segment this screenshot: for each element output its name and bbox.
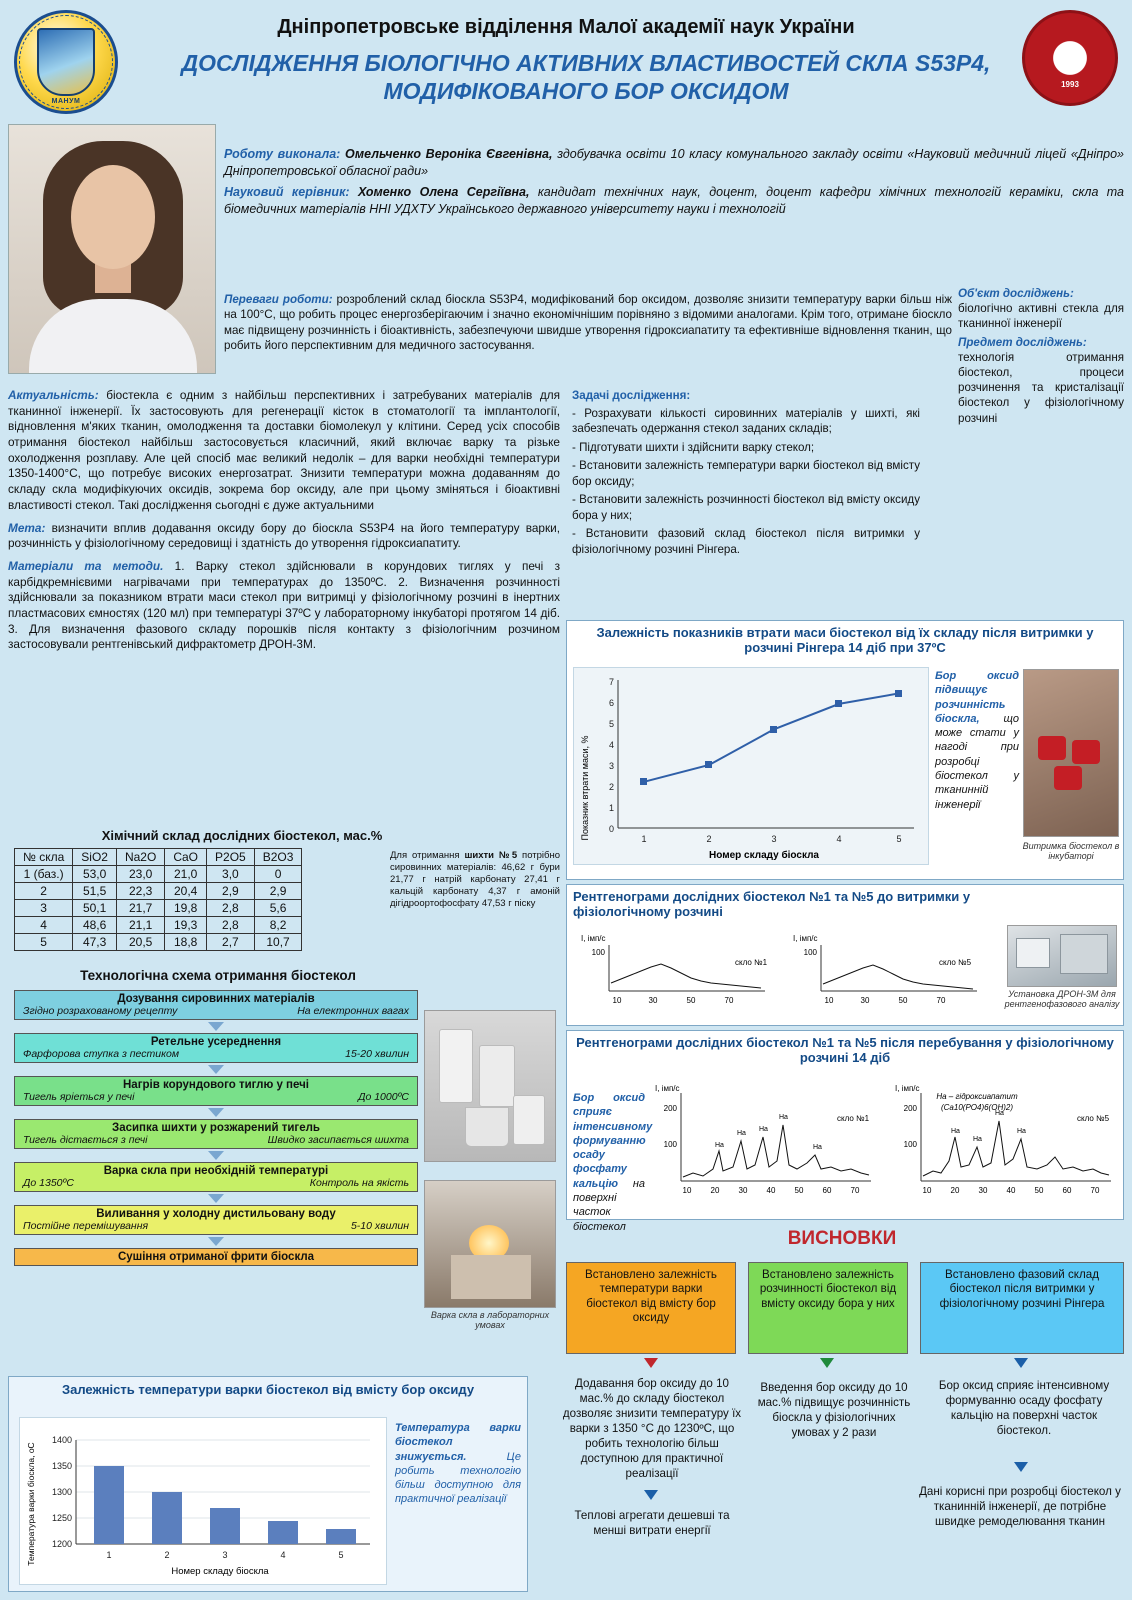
arrow-down-icon [208,1022,224,1031]
svg-text:На: На [737,1130,746,1137]
svg-text:30: 30 [860,996,870,1005]
svg-text:(Ca10(PO4)6(OH)2): (Ca10(PO4)6(OH)2) [940,1103,1014,1112]
note-bold: Температура варки біостекол знижується. [395,1422,521,1463]
svg-text:5: 5 [896,834,902,844]
step-title: Виливання у холодну дистильовану воду [96,1208,336,1220]
methods-label: Матеріали та методи. [8,558,164,573]
svg-text:скло №5: скло №5 [1077,1114,1110,1123]
table-row [15,866,302,883]
svg-text:Номер складу біоскла: Номер складу біоскла [171,1566,269,1577]
cell: 19,8 [165,900,207,917]
scheme-step-1 [14,990,418,1020]
cell: 5,6 [254,900,302,917]
methods-text: 1. Варку стекол здійснювали в корундових тиглях у печі з карбідкремнієвими нагрівачами при температурах до 1350ºС. 2. Визначення розчинності здійснювали за показником втрати маси стекол при витримці у фізіологічному розчині в інертних пластмасових ємностях (120 мл) при температурі 37ºС у лабораторному інкубаторі протягом 14 діб. 3. Для визначення фазового складу порошків після контакту з фізіологічним розчином застосовували рентгенівський дифрактометр ДРОН-3М. [8,558,560,652]
organization-title: Дніпропетровське відділення Малої академії наук України [277,16,855,38]
batch-note [390,850,560,909]
advantages-text: розроблений склад біоскла S53P4, модифікований бор оксидом, дозволяє знизити температуру варки більш ніж на 100°С, що робить процес енергозберігаючим і значно економічнішим порівняно з відомими аналогами. Крім того, отримане біоскло має підвищену розчинність і біоактивність, забезпечуючи швидше утворення гідроксиапатиту та ефективніше відновлення тканин, що робить його перспективним для медичного застосування. [224,293,953,352]
svg-text:I, імп/с: I, імп/с [655,1084,680,1093]
subject-text: технологія отримання біостекол, процеси розчинення та кристалізації біостекол у фізіологічному розчині [958,351,1124,425]
svg-text:скло №1: скло №1 [837,1114,870,1123]
svg-text:100: 100 [663,1140,677,1149]
cell: 2,8 [207,917,255,934]
man-logo-caption: МАНУМ [51,98,81,105]
scheme-step-2 [14,1033,418,1063]
cell: 21,1 [116,917,164,934]
svg-text:30: 30 [738,1186,748,1195]
performer-name: Омельченко Вероніка Євгенівна, [345,147,553,161]
arrow-down-icon [208,1065,224,1074]
authors-block [224,146,1124,218]
advantages-label: Переваги роботи: [224,293,333,306]
svg-text:На: На [759,1126,768,1133]
scheme-step-6 [14,1205,418,1235]
svg-text:3: 3 [771,834,777,844]
arrow-down-icon [820,1358,834,1368]
cell: 51,5 [73,883,117,900]
step-title: Сушіння отриманої фрити біоскла [117,1251,315,1263]
step-title: Ретельне усереднення [150,1036,282,1048]
conclusion-box-1: Встановлено залежність температури варки біостекол від вмісту бор оксиду [566,1262,736,1354]
man-logo-icon [14,10,118,114]
svg-text:На: На [779,1114,788,1121]
supervisor-name: Хоменко Олена Сергіївна, [357,184,530,199]
object-label: Об'єкт досліджень: [958,287,1074,300]
xrd-before-panel [566,884,1124,1026]
subject-label: Предмет досліджень: [958,336,1087,350]
melting-photo [424,1180,556,1308]
table-header-row [15,849,302,866]
author-photo [8,124,216,374]
step-right: До 1000ºС [358,1091,409,1103]
conclusion-text-2: Введення бор оксиду до 10 мас.% підвищує розчинність біоскла у фізіологічних умовах у 2 рази [757,1381,911,1440]
svg-text:60: 60 [1062,1186,1072,1195]
svg-text:5: 5 [338,1550,344,1560]
arrow-down-icon [1014,1358,1028,1368]
mass-loss-note [935,669,1019,812]
cell: 19,3 [165,917,207,934]
svg-text:20: 20 [950,1186,960,1195]
xrd-before-charts [575,931,995,1011]
relevance-label: Актуальність: [8,388,99,402]
mass-loss-title: Залежність показників втрати маси біостекол від їх складу після витримки у розчині Рінгера 14 діб при 37ºС [596,625,1094,655]
dron-photo [1007,925,1117,987]
conclusion-bottom-text-1: Теплові агрегати дешевші та менші витрати енергії [574,1509,730,1538]
relevance-paragraph [8,388,560,514]
cell: 10,7 [254,934,302,951]
scheme-step-5 [14,1162,418,1192]
cell: 22,3 [116,883,164,900]
step-right: 5-10 хвилин [350,1220,409,1232]
xrd-after-note [573,1091,653,1234]
conclusion-box-3: Встановлено фазовий склад біостекол після витримки у фізіологічному розчині Рінгера [920,1262,1124,1354]
step-left: До 1350ºС [23,1177,74,1189]
step-left: Тигель дістається з печі [23,1134,148,1146]
svg-text:На: На [951,1128,960,1135]
temperature-title: Залежність температури варки біостекол від вмісту бор оксиду [61,1382,475,1397]
svg-text:200: 200 [903,1104,917,1113]
conclusion-bottom-text-2: Дані корисні при розробці біостекол у тканинній інженерії, де потрібне швидке ремоделювання тканин [919,1485,1121,1529]
svg-text:2: 2 [706,834,712,844]
svg-text:60: 60 [822,1186,832,1195]
relevance-text: біостекла є одним з найбільш перспективних і затребуваних матеріалів для тканинної інженерії. Їх застосовують для регенерації кісток в стоматології та імплантології, відновлення м'яких тканин, омолодження та доставки біомолекул у клітини. Серед усіх способів отримання біостекол найбільш застосовується класичний, який включає варку та різьке охолодження розплаву. Але цей спосіб має великий недолік – для варки необхідні температури 1350-1400°С, що потребує високих енергозатрат. Знизити температури можна додаванням до складу скла модифікуючих оксидів, зокрема бор оксиду, але при цьому зміняться і біоактивні властивості стекол. Такі дослідження сьогодні є дуже актуальними [8,388,560,512]
svg-text:1350: 1350 [51,1461,72,1471]
step-title: Варка скла при необхідній температурі [103,1165,329,1177]
col-header: CaO [165,849,207,866]
table-row [15,934,302,951]
xrd-after-title: Рентгенограми дослідних біостекол №1 та №5 після перебування у фізіологічному розчині 14 діб [576,1035,1114,1065]
svg-text:На: На [1017,1128,1026,1135]
svg-text:30: 30 [648,996,658,1005]
tasks-block [572,388,920,560]
svg-text:70: 70 [850,1186,860,1195]
list-item: - Встановити залежність температури варки біостекол від вмісту бор оксиду; [572,459,920,488]
svg-text:70: 70 [936,996,946,1005]
mass-loss-panel [566,620,1124,880]
technological-scheme [14,990,418,1266]
col-header: Na2O [116,849,164,866]
step-left: Фарфорова ступка з пестиком [23,1048,180,1060]
svg-text:4: 4 [608,740,614,750]
note-bold-2: сприяє інтенсивному формуванню осаду фосфату кальцію [573,1106,653,1190]
performer-line [224,146,1124,180]
cell: 2 [15,883,73,900]
svg-text:50: 50 [686,996,696,1005]
step-title: Засипка шихти у розжарений тигель [111,1122,320,1134]
svg-text:1: 1 [106,1550,112,1560]
lyceum-logo-year: 1993 [1061,80,1079,89]
svg-text:10: 10 [824,996,834,1005]
note-bold-1: Бор оксид [935,670,1019,682]
svg-text:На: На [973,1136,982,1143]
list-item: - Встановити залежність розчинності біостекол від вмісту оксиду бора у них; [572,493,920,522]
cell: 18,8 [165,934,207,951]
note-rest: Це робить технологію більш доступною для практичної реалізації [395,1450,521,1506]
list-item: - Розрахувати кількості сировинних матеріалів у шихті, які забезпечать одержання стекол заданих складів; [572,406,920,436]
arrow-down-icon [1014,1462,1028,1472]
svg-text:7: 7 [608,677,614,687]
svg-text:50: 50 [1034,1186,1044,1195]
svg-text:50: 50 [794,1186,804,1195]
cell: 2,9 [254,883,302,900]
tasks-label: Задачі дослідження: [572,389,691,402]
svg-text:1250: 1250 [51,1513,72,1523]
temperature-chart [20,1418,388,1586]
performer-label: Роботу виконала: [224,147,341,161]
svg-text:I, імп/с: I, імп/с [793,934,818,943]
scheme-step-7 [14,1248,418,1266]
step-left: Тигель ярieться у печі [23,1091,135,1103]
svg-text:2: 2 [608,782,614,792]
cell: 1 (баз.) [15,866,73,883]
cell: 21,7 [116,900,164,917]
table-row [15,900,302,917]
step-right: Швидко засипається шихта [267,1134,409,1146]
cell: 48,6 [73,917,117,934]
tasks-list [572,406,920,558]
scheme-step-4 [14,1119,418,1149]
cell: 20,4 [165,883,207,900]
batch-note-bold: шихти №5 [464,850,518,861]
chem-table-title: Хімічний склад дослідних біостекол, мас.% [101,828,383,843]
svg-text:скло №1: скло №1 [735,958,768,967]
batch-note-text: потрібно сировинних матеріалів: 46,62 г бури 21,77 г натрій карбонату 27,41 г кальцій карбонату 4,37 г амоній дігідроортофосфату 47,53 г піску [390,850,560,909]
svg-text:I, імп/с: I, імп/с [581,934,606,943]
conclusion-text-1: Додавання бор оксиду до 10 мас.% до складу біостекол дозволяє знизити температуру їх варки з 1350 °С до 1230ºС, що робить технологію більш доступною для практичної реалізації [562,1377,742,1481]
svg-text:40: 40 [1006,1186,1016,1195]
cell: 5 [15,934,73,951]
svg-text:20: 20 [710,1186,720,1195]
svg-text:Показник втрати маси, %: Показник втрати маси, % [580,735,590,841]
arrow-down-icon [644,1358,658,1368]
xrd-before-title: Рентгенограми дослідних біостекол №1 та №5 до витримки у фізіологічному розчині [573,889,971,919]
supervisor-line [224,184,1124,218]
incubator-photo-caption: Витримка біостекол в інкубаторі [1022,841,1120,861]
step-right: 15-20 хвилин [345,1048,409,1060]
conclusion-text-3: Бор оксид сприяє інтенсивному формуванню осаду фосфату кальцію на поверхні часток біостекол. [938,1379,1110,1438]
page-title: ДОСЛІДЖЕННЯ БІОЛОГІЧНО АКТИВНИХ ВЛАСТИВОСТЕЙ СКЛА S53P4, МОДИФІКОВАНОГО БОР ОКСИДОМ [181,50,991,104]
svg-text:6: 6 [608,698,614,708]
temperature-note [395,1421,521,1507]
svg-text:1200: 1200 [51,1539,72,1549]
svg-text:50: 50 [898,996,908,1005]
conclusion-box-2: Встановлено залежність розчинності біостекол від вмісту оксиду бора у них [748,1262,908,1354]
arrow-down-icon [208,1151,224,1160]
svg-text:70: 70 [724,996,734,1005]
list-item: - Підготувати шихти і здійснити варку стекол; [572,440,815,454]
svg-text:1400: 1400 [51,1435,72,1445]
cell: 23,0 [116,866,164,883]
cell: 4 [15,917,73,934]
svg-text:1300: 1300 [51,1487,72,1497]
svg-text:На – гідроксиапатит: На – гідроксиапатит [936,1092,1018,1101]
col-header: SiO2 [73,849,117,866]
col-header: P2O5 [207,849,255,866]
svg-text:На: На [715,1142,724,1149]
goal-paragraph [8,521,560,552]
conclusions-title: ВИСНОВКИ [787,1228,897,1249]
svg-text:На: На [995,1110,1004,1117]
svg-text:скло №5: скло №5 [939,958,972,967]
cell: 2,7 [207,934,255,951]
list-item: - Встановити фазовий склад біостекол після витримки у фізіологічному розчині Рінгера. [572,527,920,556]
object-subject-block [958,286,1124,426]
svg-text:5: 5 [608,719,614,729]
svg-text:0: 0 [608,824,614,834]
step-title: Нагрів корундового тиглю у печі [123,1079,309,1091]
arrow-down-icon [208,1108,224,1117]
svg-text:100: 100 [803,948,817,957]
object-text: біологічно активні стекла для тканинної інженерії [958,302,1124,331]
svg-text:На: На [813,1144,822,1151]
scheme-step-3 [14,1076,418,1106]
svg-text:100: 100 [903,1140,917,1149]
svg-text:10: 10 [612,996,622,1005]
arrow-down-icon [208,1237,224,1246]
svg-text:Номер складу біоскла: Номер складу біоскла [709,850,819,861]
svg-text:1: 1 [641,834,647,844]
step-right: Контроль на якість [309,1177,409,1189]
crucibles-photo [424,1010,556,1162]
step-left: Постійне перемішування [23,1220,149,1232]
note-bold-2: підвищує розчинність біоскла, [935,684,1006,725]
cell: 50,1 [73,900,117,917]
svg-text:30: 30 [978,1186,988,1195]
col-header: B2O3 [254,849,302,866]
xrd-after-panel [566,1030,1124,1233]
goal-label: Мета: [8,520,46,535]
svg-text:Температура варки біоскла, оС: Температура варки біоскла, оС [26,1442,36,1566]
cell: 2,9 [207,883,255,900]
svg-text:2: 2 [164,1550,170,1560]
note-rest: на поверхні часток біостекол [573,1177,645,1233]
svg-text:3: 3 [222,1550,228,1560]
svg-text:1: 1 [608,803,614,813]
svg-text:100: 100 [591,948,605,957]
cell: 2,8 [207,900,255,917]
cell: 3 [15,900,73,917]
performer-rest: здобувачка освіти 10 класу комунального закладу освіти «Науковий медичний ліцей «Дніпро» Дніпропетровської обласної ради» [224,147,1124,178]
svg-text:4: 4 [836,834,842,844]
svg-text:200: 200 [663,1104,677,1113]
svg-text:10: 10 [922,1186,932,1195]
svg-text:10: 10 [682,1186,692,1195]
incubator-photo [1023,669,1119,837]
svg-text:70: 70 [1090,1186,1100,1195]
batch-note-head: Для отримання [390,850,465,861]
arrow-down-icon [644,1490,658,1500]
mass-loss-chart [574,668,930,866]
table-row [15,917,302,934]
lyceum-logo-icon [1022,10,1118,106]
cell: 53,0 [73,866,117,883]
scheme-title: Технологічна схема отримання біостекол [80,968,356,983]
cell: 20,5 [116,934,164,951]
goal-text: визначити вплив додавання оксиду бору до біоскла S53P4 на його температуру варки, розчинність у фізіологічному середовищі і здатність до утворення гідроксиапатиту. [8,520,560,551]
step-title: Дозування сировинних матеріалів [117,993,315,1005]
cell: 21,0 [165,866,207,883]
dron-photo-caption: Установка ДРОН-3М для рентгенофазового аналізу [1004,989,1120,1009]
svg-text:4: 4 [280,1550,286,1560]
cell: 8,2 [254,917,302,934]
cell: 3,0 [207,866,255,883]
methods-paragraph [8,559,560,653]
supervisor-label: Науковий керівник: [224,184,350,199]
chem-composition-table [14,848,302,951]
cell: 47,3 [73,934,117,951]
supervisor-rest: кандидат технічних наук, доцент, доцент кафедри хімічних технологій кераміки, скла та біомедичних матеріалів ННІ УДХТУ Українського державного університету науки і технологій [224,184,1124,216]
svg-text:I, імп/с: I, імп/с [895,1084,920,1093]
note-bold-1: Бор оксид [573,1092,645,1104]
temperature-panel [8,1376,528,1592]
arrow-down-icon [208,1194,224,1203]
note-rest: що може стати у нагоді при розробці біостекол у тканинній інженерії [935,712,1019,811]
svg-text:3: 3 [608,761,614,771]
col-header: № скла [15,849,73,866]
cell: 0 [254,866,302,883]
table-row [15,883,302,900]
xrd-after-charts [651,1081,1119,1211]
step-left: Згідно розрахованому рецепту [23,1005,178,1017]
melting-photo-caption: Варка скла в лабораторних умовах [430,1310,550,1330]
advantages-block [224,292,952,353]
left-text-column [8,388,560,660]
svg-text:40: 40 [766,1186,776,1195]
step-right: На електронних вагах [297,1005,409,1017]
